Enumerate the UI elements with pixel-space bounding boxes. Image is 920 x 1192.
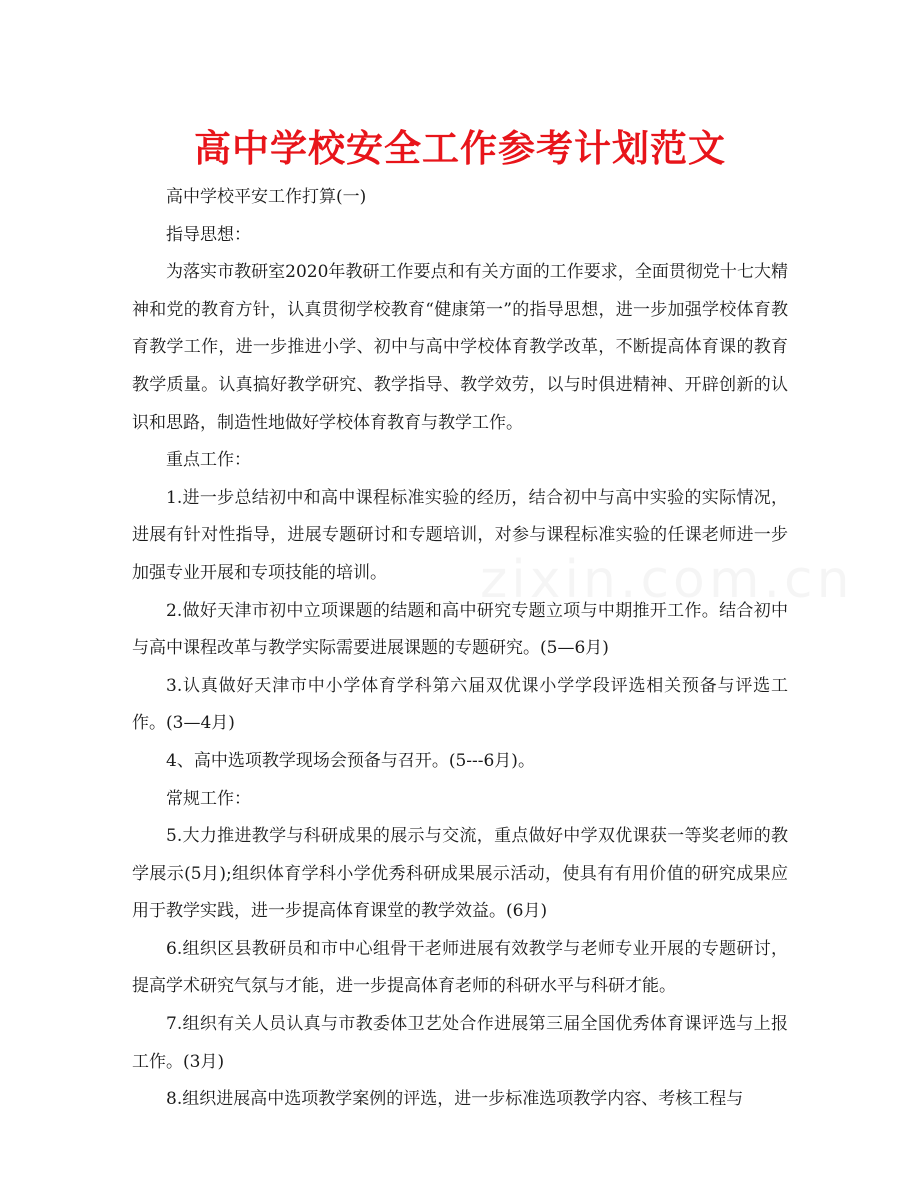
list-item: 8.组织进展高中选项教学案例的评选，进一步标准选项教学内容、考核工程与 — [166, 1089, 744, 1110]
list-item: 4、高中选项教学现场会预备与召开。(5---6月)。 — [166, 750, 535, 771]
list-item: 6.组织区县教研员和市中心组骨干老师进展有效教学与老师专业开展的专题研讨，提高学术研究气氛与才能，进一步提高体育老师的科研水平与科研才能。 — [132, 938, 788, 997]
document-body — [132, 179, 788, 1119]
list-item: 2.做好天津市初中立项课题的结题和高中研究专题立项与中期推开工作。结合初中与高中课程改革与教学实际需要进展课题的专题研究。(5—6月) — [132, 600, 788, 659]
document-title: 高中学校安全工作参考计划范文 — [194, 127, 726, 170]
subheading-routine-work: 常规工作： — [166, 788, 251, 809]
subheading-guiding-ideology: 指导思想： — [166, 224, 251, 245]
list-item: 5.大力推进教学与科研成果的展示与交流，重点做好中学双优课获一等奖老师的教学展示(5月);组织体育学科小学优秀科研成果展示活动，使具有有用价值的研究成果应用于教学实践，进一步提高体育课堂的教学效益。(6月) — [132, 826, 788, 922]
section-heading: 高中学校平安工作打算(一) — [166, 187, 367, 207]
paragraph: 为落实市教研室2020年教研工作要点和有关方面的工作要求，全面贯彻党十七大精神和党的教育方针，认真贯彻学校教育“健康第一”的指导思想，进一步加强学校体育教育教学工作，进一步推进小学、初中与高中学校体育教学改革，不断提高体育课的教育教学质量。认真搞好教学研究、教学指导、教学效劳，以与时俱进精神、开辟创新的认识和思路，制造性地做好学校体育教育与教学工作。 — [132, 262, 788, 433]
list-item: 7.组织有关人员认真与市教委体卫艺处合作进展第三届全国优秀体育课评选与上报工作。(3月) — [132, 1014, 788, 1072]
subheading-key-work: 重点工作： — [166, 450, 251, 471]
list-item: 1.进一步总结初中和高中课程标准实验的经历，结合初中与高中实验的实际情况，进展有针对性指导，进展专题研讨和专题培训，对参与课程标准实验的任课老师进一步加强专业开展和专项技能的培训。 — [132, 487, 788, 583]
list-item: 3.认真做好天津市中小学体育学科第六届双优课小学学段评选相关预备与评选工作。(3—4月) — [132, 675, 788, 734]
